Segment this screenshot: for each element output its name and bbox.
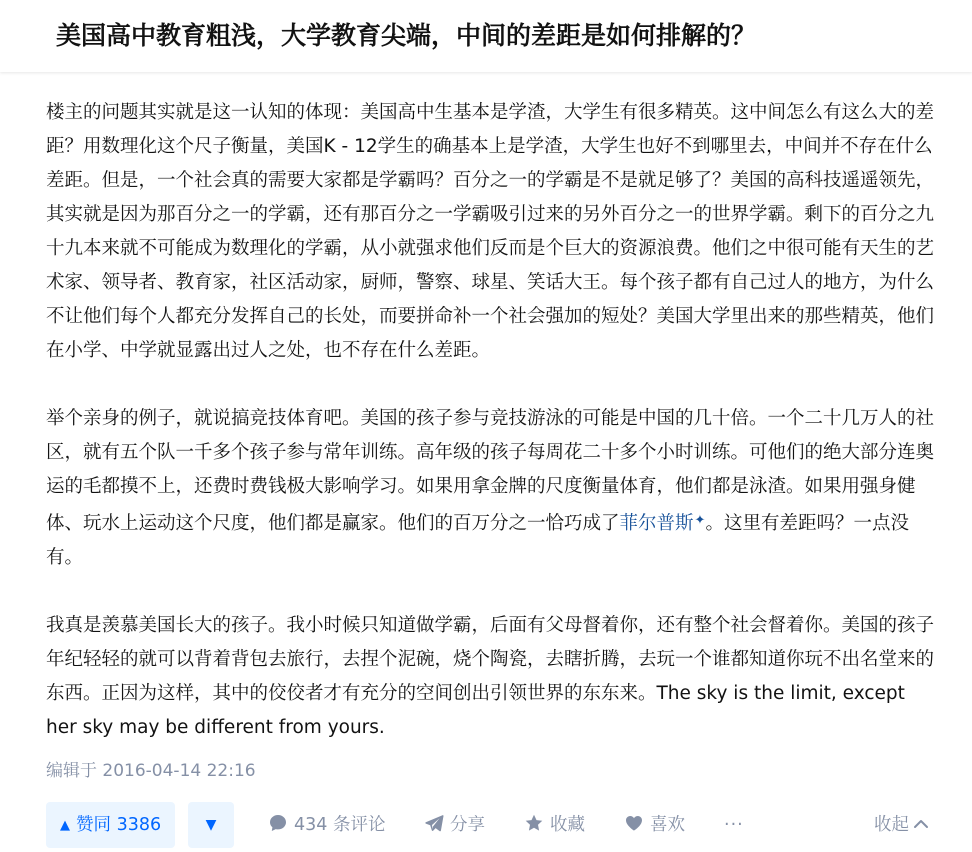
collapse-button[interactable] [874, 802, 935, 848]
chevron-up-icon [913, 818, 929, 830]
topic-link-phelps[interactable] [620, 513, 706, 534]
comment-button[interactable] [268, 802, 385, 848]
topic-link-label[interactable]: 菲尔普斯 [619, 513, 694, 534]
comment-label: 434 条评论 [294, 815, 386, 835]
triangle-down-icon: ▼ [205, 817, 217, 833]
heart-icon [624, 813, 644, 833]
paper-plane-icon [424, 813, 444, 833]
paragraph-text: 举个亲身的例子，就说搞竞技体育吧。美国的孩子参与竞技游泳的可能是中国的几十倍。一个二十几万人的社区，就有五个队一千多个孩子参与常年训练。高年级的孩子每周花二十多个小时训练。可他们的绝大部分连奥运的毛都摸不上，还费时费钱极大影响学习。如果用拿金牌的尺度衡量体育，他们都是泳渣。如果用强身健体、玩水上运动这个尺度，他们都是赢家。他们的百万分之一恰巧成了 [46, 408, 935, 534]
answer-action-bar [46, 802, 938, 848]
like-label: 喜欢 [650, 815, 685, 835]
vote-up-button[interactable] [46, 802, 175, 848]
answer-paragraph: 楼主的问题其实就是这一认知的体现：美国高中生基本是学渣，大学生有很多精英。这中间怎么有这么大的差距？用数理化这个尺子衡量，美国K - 12学生的确基本上是学渣，大学生也好不到哪里去，中间并不存在什么差距。但是，一个社会真的需要大家都是学霸吗？百分之一的学霸是不是就足够了？美国的高科技遥遥领先，其实就是因为那百分之一的学霸，还有那百分之一学霸吸引过来的另外百分之一的世界学霸。剩下的百分之九十九本来就不可能成为数理化的学霸，从小就强求他们反而是个巨大的资源浪费。他们之中很可能有天生的艺术家、领导者、教育家，社区活动家，厨师，警察、球星、笑话大王。每个孩子都有自己过人的地方，为什么不让他们每个人都充分发挥自己的长处，而要拼命补一个社会强加的短处？美国大学里出来的那些精英，他们在小学、中学就显露出过人之处，也不存在什么差距。 [46, 102, 935, 361]
answer-paragraph [46, 402, 938, 575]
collapse-label: 收起 [874, 815, 909, 835]
sparkle-icon: ✦ [694, 513, 706, 528]
favorite-label: 收藏 [550, 815, 585, 835]
more-button[interactable] [724, 802, 744, 848]
triangle-up-icon: ▲ [60, 818, 70, 833]
edit-timestamp[interactable]: 编辑于 2016-04-14 22:16 [46, 761, 256, 781]
answer-paragraph: 我真是羡慕美国长大的孩子。我小时候只知道做学霸，后面有父母督着你，还有整个社会督着你。美国的孩子年纪轻轻的就可以背着背包去旅行，去捏个泥碗，烧个陶瓷，去瞎折腾，去玩一个谁都知道你玩不出名堂来的东西。正因为这样，其中的佼佼者才有充分的空间创出引领世界的东东来。The sky is the limit, except her sky may be different from yours. [46, 615, 935, 738]
vote-down-button[interactable] [188, 802, 234, 848]
vote-up-label: 赞同 3386 [76, 815, 162, 835]
paragraph-text: 。这里有差距吗？一点没有。 [46, 513, 909, 568]
more-icon: ··· [724, 815, 744, 835]
question-header [0, 0, 972, 72]
answer-content [46, 96, 938, 745]
favorite-button[interactable] [524, 802, 585, 848]
star-icon [524, 813, 544, 833]
like-button[interactable] [624, 802, 685, 848]
share-button[interactable] [424, 802, 485, 848]
share-label: 分享 [450, 815, 485, 835]
comment-icon [268, 813, 288, 833]
question-title[interactable]: 美国高中教育粗浅，大学教育尖端，中间的差距是如何排解的？ [56, 21, 757, 50]
